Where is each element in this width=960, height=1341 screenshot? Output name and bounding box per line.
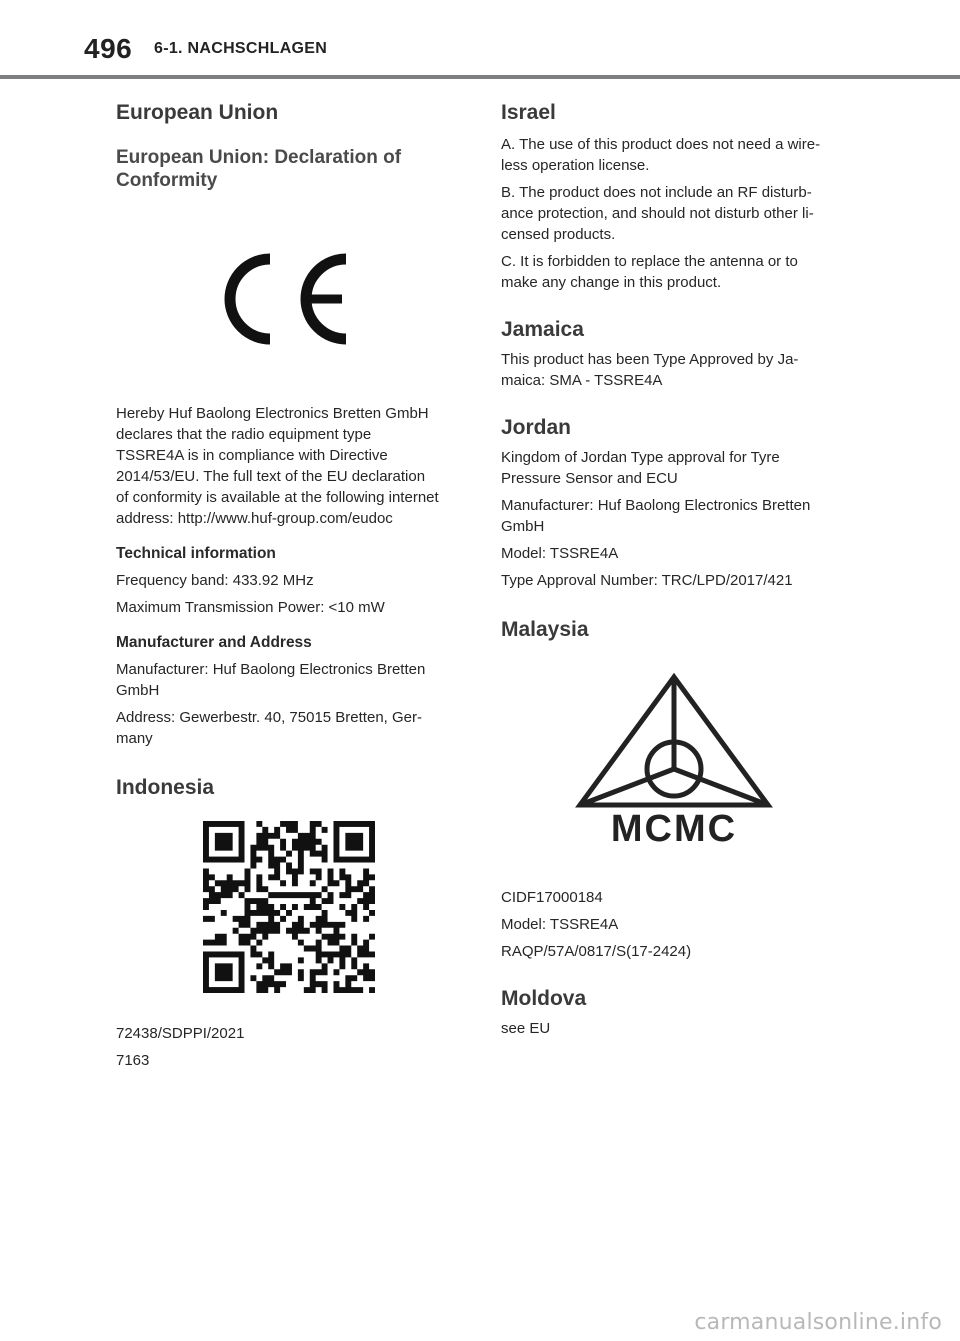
frequency-band: Frequency band: 433.92 MHz xyxy=(116,572,314,589)
qr-code-icon xyxy=(203,821,375,993)
address-text xyxy=(116,707,462,749)
jordan-heading: Jordan xyxy=(501,416,572,439)
manufacturer-text xyxy=(116,659,462,701)
indonesia-qr-code xyxy=(116,817,462,997)
indonesia-code-1: 72438/SDPPI/2021 xyxy=(116,1025,245,1042)
eu-subheading xyxy=(116,146,462,192)
jordan-mfr-line1: Manufacturer: Huf Baolong Electronics Bretten xyxy=(501,497,811,514)
manufacturer-line2: GmbH xyxy=(116,682,160,699)
indonesia-code-2: 7163 xyxy=(116,1052,150,1069)
jordan-approval-text xyxy=(501,447,847,489)
site-watermark: carmanualsonline.info xyxy=(694,1310,942,1335)
malaysia-raqp: RAQP/57A/0817/S(17-2424) xyxy=(501,943,692,960)
ce-logo xyxy=(116,196,462,401)
qr-finder-pattern xyxy=(206,954,242,990)
israel-a-line2: less operation license. xyxy=(501,157,650,174)
manufacturer-heading: Manufacturer and Address xyxy=(116,634,312,651)
jordan-line2: Pressure Sensor and ECU xyxy=(501,470,678,487)
malaysia-heading: Malaysia xyxy=(501,618,589,641)
max-power: Maximum Transmission Power: <10 mW xyxy=(116,599,385,616)
israel-c-line2: make any change in this product. xyxy=(501,274,722,291)
jamaica-text xyxy=(501,349,847,391)
eu-heading: European Union xyxy=(116,101,279,124)
ce-mark-icon xyxy=(224,249,354,349)
israel-b-line1: B. The product does not include an RF disturb- xyxy=(501,184,812,201)
israel-b-line2: ance protection, and should not disturb other li- xyxy=(501,205,814,222)
israel-c-line1: C. It is forbidden to replace the antenna or to xyxy=(501,253,798,270)
israel-item-c xyxy=(501,251,847,293)
moldova-heading: Moldova xyxy=(501,987,587,1010)
israel-b-line3: censed products. xyxy=(501,226,616,243)
jordan-approval-number: Type Approval Number: TRC/LPD/2017/421 xyxy=(501,572,793,589)
header-divider xyxy=(0,75,960,79)
israel-item-b xyxy=(501,182,847,245)
manufacturer-line1: Manufacturer: Huf Baolong Electronics Bretten xyxy=(116,661,426,678)
eu-subheading-line2: Conformity xyxy=(116,170,218,191)
mcmc-logo xyxy=(501,659,847,859)
israel-heading: Israel xyxy=(501,101,556,124)
left-column xyxy=(116,100,462,1077)
eu-subheading-line1: European Union: Declaration of xyxy=(116,147,402,168)
right-column xyxy=(501,100,847,1045)
qr-finder-pattern xyxy=(336,824,372,860)
declaration-line: of conformity is available at the following internet xyxy=(116,489,439,506)
jordan-model: Model: TSSRE4A xyxy=(501,545,619,562)
malaysia-cidf: CIDF17000184 xyxy=(501,889,603,906)
eu-declaration xyxy=(116,403,462,529)
indonesia-heading: Indonesia xyxy=(116,776,215,799)
mcmc-logo-icon xyxy=(574,673,774,845)
mcmc-logo-text: MCMC xyxy=(610,808,738,845)
israel-item-a xyxy=(501,134,847,176)
page-number: 496 xyxy=(84,33,133,64)
israel-a-line1: A. The use of this product does not need a wire- xyxy=(501,136,821,153)
technical-info-heading: Technical information xyxy=(116,545,276,562)
declaration-line: TSSRE4A is in compliance with Directive xyxy=(116,447,388,464)
jamaica-line1: This product has been Type Approved by Ja- xyxy=(501,351,799,368)
jamaica-heading: Jamaica xyxy=(501,318,584,341)
jordan-manufacturer xyxy=(501,495,847,537)
address-line1: Address: Gewerbestr. 40, 75015 Bretten, Ger- xyxy=(116,709,422,726)
jordan-line1: Kingdom of Jordan Type approval for Tyre xyxy=(501,449,780,466)
jordan-mfr-line2: GmbH xyxy=(501,518,545,535)
malaysia-model: Model: TSSRE4A xyxy=(501,916,619,933)
declaration-line: Hereby Huf Baolong Electronics Bretten GmbH xyxy=(116,405,429,422)
page-header xyxy=(0,0,960,80)
declaration-line: 2014/53/EU. The full text of the EU declaration xyxy=(116,468,426,485)
qr-finder-pattern xyxy=(206,824,242,860)
declaration-line: address: http://www.huf-group.com/eudoc xyxy=(116,510,393,527)
declaration-line: declares that the radio equipment type xyxy=(116,426,372,443)
moldova-text: see EU xyxy=(501,1020,551,1037)
address-line2: many xyxy=(116,730,153,747)
section-title: 6-1. NACHSCHLAGEN xyxy=(154,40,328,57)
jamaica-line2: maica: SMA - TSSRE4A xyxy=(501,372,663,389)
